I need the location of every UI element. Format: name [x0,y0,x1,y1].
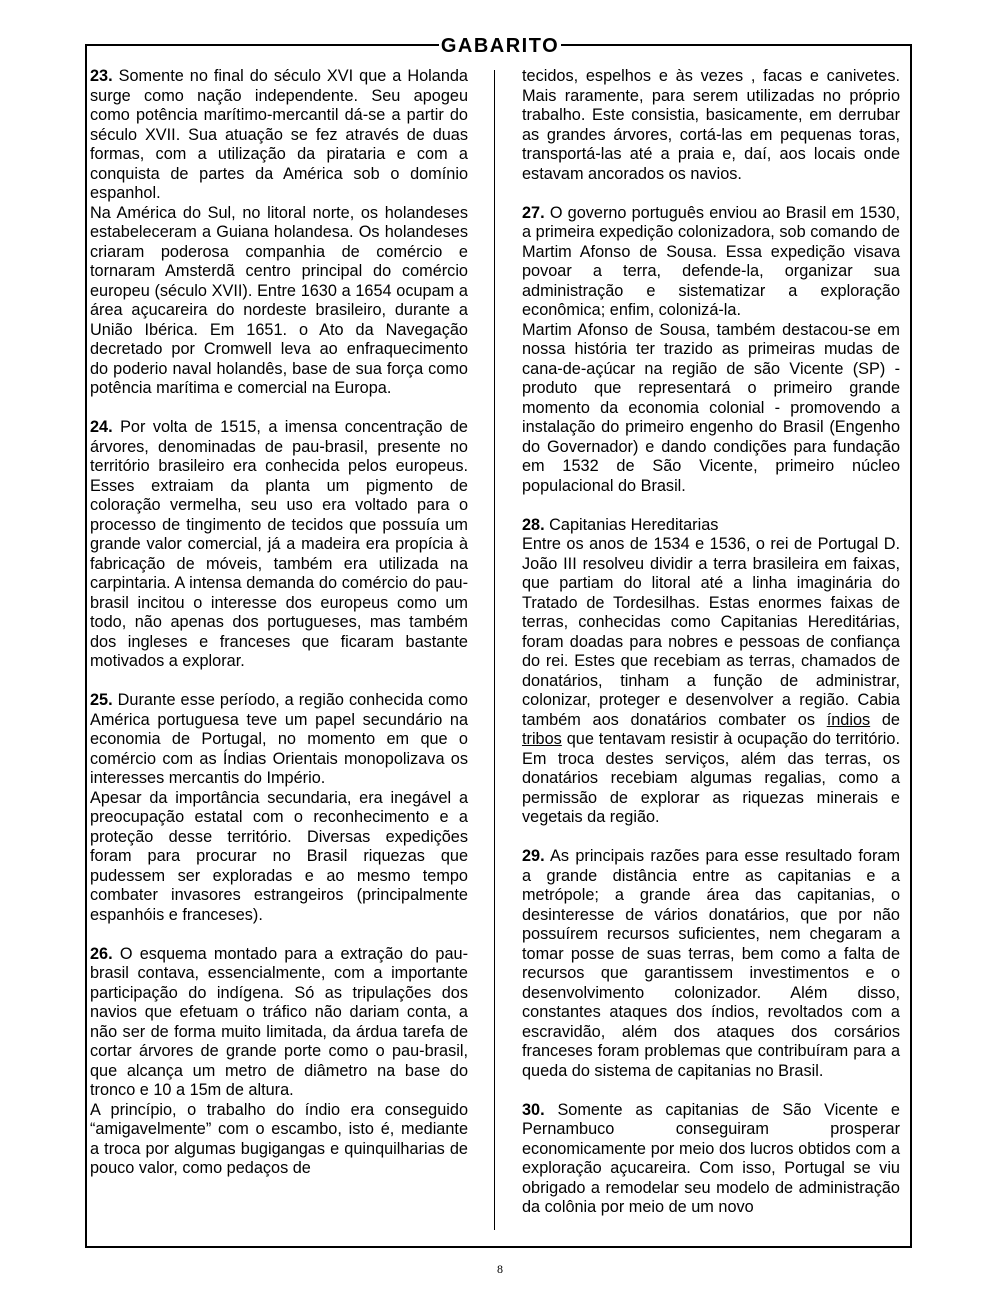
link-tribos[interactable]: tribos [522,730,562,748]
right-column [522,67,900,1218]
answer-24: 24. Por volta de 1515, a imensa concentração de árvores, denominadas de pau-brasil, presente no território brasileiro era conhecida pelos europeus. Esses extraiam da planta um pigmento de coloração vermelha, seu uso era voltado para o processo de tingimento de tecidos que possuía um grande valor comercial, já a madeira era propícia à fabricação de móveis, também era utilizada na carpintaria. A intensa demanda do comércio do pau-brasil incitou o interesse dos europeus como um todo, não apenas dos portugueses, mas também dos ingleses e franceses que ficaram bastante motivados a explorar. [90,418,468,670]
answer-number: 28. [522,515,545,534]
left-column [90,67,468,1179]
answer-23-paragraph-2: Na América do Sul, no litoral norte, os holandeses estabeleceram a Guiana holandesa. Os holandeses criaram poderosa companhia de comércio e tornaram Amsterdã centro principal do comércio europeu (século XVII). Entre 1630 a 1654 ocupam a área açucareira do nordeste brasileiro, durante a União Ibérica. Em 1651. o Ato da Navegação decretado por Cromwell leva ao enfraquecimento do poderio naval holandês, base de sua força como potência marítima e comercial na Europa. [90,203,468,397]
answer-28-heading: 28. Capitanias Hereditarias [522,515,719,534]
answer-26-continued: tecidos, espelhos e às vezes , facas e canivetes. Mais raramente, para serem utilizadas no próprio trabalho. Este consistia, basicamente, em derrubar as grandes árvores, cortá-las em pequenas toras, transportá-las até a praia e, daí, aos locais onde estavam ancorados os navios. [522,67,900,183]
answer-number: 27. [522,203,545,222]
answer-23: 23. Somente no final do século XVI que a Holanda surge como nação independente. Seu apogeu como potência marítimo-mercantil dá-se a partir do século XVII. Sua atuação se fez através de duas formas, com a utilização da pirataria e com a conquista de partes da América sob o domínio espanhol. [90,67,468,202]
answer-30: 30. Somente as capitanias de São Vicente e Pernambuco conseguiram prosperar economicamente por meio dos lucros obtidos com a exploração açucareira. Com isso, Portugal se viu obrigado a remodelar seu modelo de administração da colônia por meio de um novo [522,1100,900,1216]
link-indios[interactable]: índios [826,710,871,729]
page-number: 8 [497,1262,503,1276]
answer-27: 27. O governo português enviou ao Brasil em 1530, a primeira expedição colonizadora, sob comando de Martim Afonso de Sousa. Essa expedição visava povoar a terra, defende-la, organizar sua administração e sistematizar a exploração econômica; enfim, colonizá-la. [522,203,900,319]
answer-27-paragraph-2: Martim Afonso de Sousa, também destacou-se em nossa história ter trazido as primeiras mudas de cana-de-açúcar na região de são Vicente (SP) - produto que representará o primeiro grande momento da economia colonial - promovendo a instalação do primeiro engenho do Brasil (Engenho do Governador) e dando condições para fundação em 1532 de São Vicente, primeiro núcleo populacional do Brasil. [522,320,900,495]
answer-29: 29. As principais razões para esse resultado foram a grande distância entre as capitanias e a metrópole; a grande área das capitanias, o desinteresse de vários donatários, que por não possuírem recursos suficientes, nem chegaram a tomar posse de suas terras, bem como a falta de recursos que garantissem investimentos e o desenvolvimento colonizador. Além disso, constantes ataques dos índios, revoltados com a escravidão, além dos ataques dos corsários franceses foram problemas que contribuíram para a queda do sistema de capitanias no Brasil. [522,847,901,1080]
answer-number: 23. [90,67,113,85]
answer-number: 24. [90,418,113,436]
page-title: GABARITO [440,35,560,57]
answer-26: 26. O esquema montado para a extração do pau-brasil contava, essencialmente, com a importante participação do indígena. Só as tripulações dos navios que efetuam o tráfico não dariam conta, a não ser de forma muito limitada, da árdua tarefa de cortar árvores de grande porte como o pau-brasil, que alcança um metro de diâmetro na base do tronco e 10 a 15m de altura. [90,944,468,1099]
answer-25: 25. Durante esse período, a região conhecida como América portuguesa teve um papel secundário na economia de Portugal, no momento em que o comércio com as Índias Orientais monopolizava os interesses mercantis do Império. [90,691,468,787]
answer-number: 29. [522,847,545,865]
answer-number: 25. [90,691,113,709]
answer-28: Entre os anos de 1534 e 1536, o rei de Portugal D. João III resolveu dividir a terra brasileira em faixas, que partiam do litoral até a linha imaginária do Tratado de Tordesilhas. Estas enormes faixas de terras, conhecidas como Capitanias Hereditárias, foram doadas para nobres e pessoas de confiança do rei. Estes que recebiam as terras, chamados de donatários, tinham a função de administrar, colonizar, proteger e desenvolver a região. Cabia também aos donatários combater os índios de tribos que tentavam resistir à ocupação do território. Em troca destes serviços, além das terras, os donatários recebiam algumas regalias, como a permissão de explorar as riquezas minerais e vegetais da região. [522,535,900,826]
answer-number: 26. [90,944,113,963]
answer-number: 30. [522,1100,545,1119]
answer-25-paragraph-2: Apesar da importância secundaria, era inegável a preocupação estatal com o reconhecimento e a proteção desse território. Diversas expedições foram para procurar no Brasil riquezas que pudessem ser exploradas e ao mesmo tempo combater invasores estrangeiros (principalmente espanhóis e franceses). [90,788,468,924]
column-divider [494,70,495,1230]
answer-26-paragraph-2: A princípio, o trabalho do índio era conseguido “amigavelmente” com o escambo, isto é, mediante a troca por algumas bugigangas e quinquilharias de pouco valor, como pedaços de [90,1100,468,1177]
